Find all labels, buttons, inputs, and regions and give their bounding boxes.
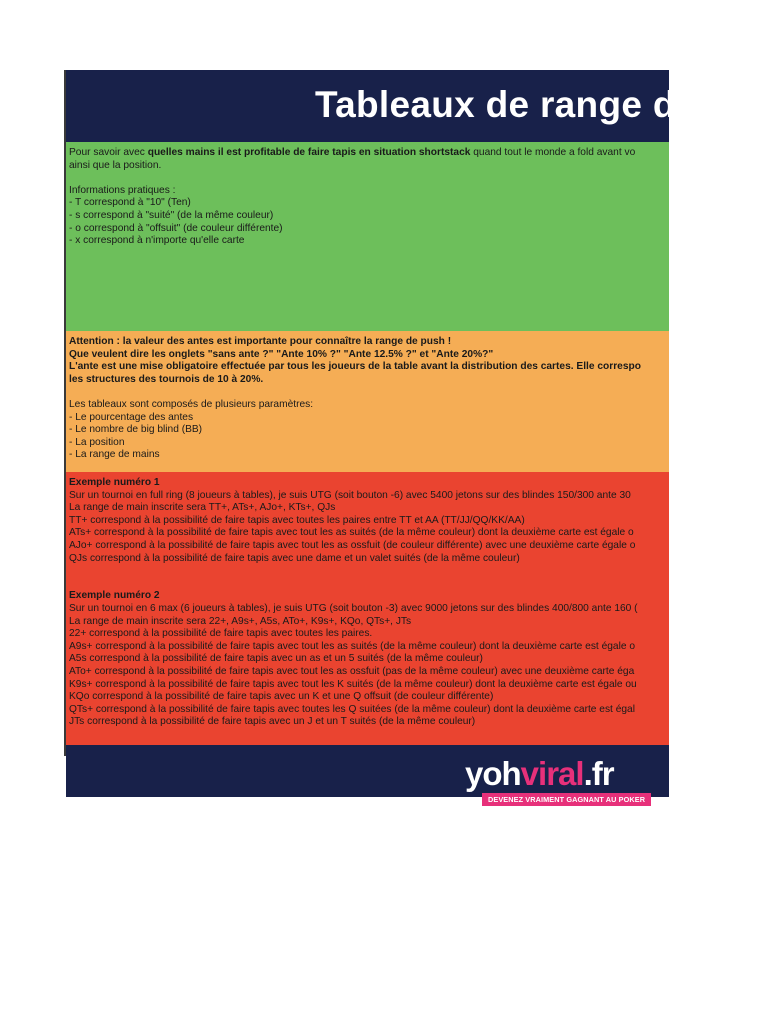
examples-section	[66, 472, 669, 745]
params-title: Les tableaux sont composés de plusieurs paramètres:	[69, 398, 314, 410]
intro-text-a: Pour savoir avec	[69, 147, 148, 158]
logo-part-2: viral	[520, 755, 584, 792]
footer-banner	[66, 745, 669, 804]
example-1-line: La range de main inscrite sera TT+, ATs+, AJo+, KTs+, QJs	[69, 502, 336, 514]
example-1-line: Sur un tournoi en full ring (8 joueurs à tables), je suis UTG (soit bouton -6) avec 5400 jetons sur des blindes 150/300 ante 30	[69, 489, 631, 501]
example-1-line: ATs+ correspond à la possibilité de faire tapis avec tout les as suités (de la même couleur) dont la deuxième carte est égale o	[69, 527, 634, 539]
info-item: - o correspond à "offsuit" (de couleur différente)	[69, 222, 283, 234]
intro-text-c: quand tout le monde a fold avant vo	[470, 147, 636, 158]
logo-part-3: .fr	[583, 755, 614, 792]
intro-text-b: quelles mains il est profitable de faire tapis en situation shortstack	[147, 147, 471, 158]
logo-tagline: DEVENEZ VRAIMENT GAGNANT AU POKER	[482, 793, 651, 806]
param-item: - Le nombre de big blind (BB)	[69, 424, 203, 436]
attention-section	[66, 331, 669, 472]
example-2-line: KQo correspond à la possibilité de faire tapis avec un K et une Q offsuit (de couleur différente)	[69, 691, 494, 703]
param-item: - La range de mains	[69, 449, 160, 461]
attention-line: Que veulent dire les onglets "sans ante ?" "Ante 10% ?" "Ante 12.5% ?" et "Ante 20%?"	[69, 348, 494, 360]
example-2-line: QTs+ correspond à la possibilité de faire tapis avec toutes les Q suitées (de la même couleur) dont la deuxième carte est égal	[69, 703, 635, 715]
logo-wordmark	[465, 755, 614, 793]
example-1-line: AJo+ correspond à la possibilité de faire tapis avec tout les as ossfuit (de couleur différente) avec une deuxième carte égale o	[69, 539, 636, 551]
logo-part-1: yoh	[465, 755, 521, 792]
attention-line: L'ante est une mise obligatoire effectuée par tous les joueurs de la table avant la distribution des cartes. Elle correspo	[69, 361, 641, 373]
example-1-line: TT+ correspond à la possibilité de faire tapis avec toutes les paires entre TT et AA (TT/JJ/QQ/KK/AA)	[69, 514, 525, 526]
example-2-line: K9s+ correspond à la possibilité de faire tapis avec tout les K suités (de la même couleur) dont la deuxième carte est égale ou	[69, 678, 637, 690]
example-2-line: ATo+ correspond à la possibilité de faire tapis avec tout les as ossfuit (pas de la même couleur) avec une deuxième carte éga	[69, 665, 635, 677]
info-item: - x correspond à n'importe qu'elle carte	[69, 235, 245, 247]
intro-line-1	[69, 147, 669, 160]
example-1-title: Exemple numéro 1	[69, 477, 160, 488]
example-2-line: JTs correspond à la possibilité de faire tapis avec un J et un T suités (de la même couleur)	[69, 716, 476, 728]
yohviral-logo	[465, 755, 646, 804]
example-2-line: A5s correspond à la possibilité de faire tapis avec un as et un 5 suités (de la même couleur)	[69, 653, 483, 665]
param-item: - La position	[69, 436, 125, 448]
intro-section	[66, 142, 669, 331]
page-title: Tableaux de range de	[315, 84, 697, 125]
attention-line: les structures des tournois de 10 à 20%.	[69, 373, 264, 385]
info-title: Informations pratiques :	[69, 184, 176, 196]
document-page	[64, 70, 697, 804]
example-2-line: Sur un tournoi en 6 max (6 joueurs à tables), je suis UTG (soit bouton -3) avec 9000 jetons sur des blindes 400/800 ante 160 (	[69, 602, 638, 614]
example-2-title: Exemple numéro 2	[69, 590, 160, 602]
example-2-line: A9s+ correspond à la possibilité de faire tapis avec tout les as suités (de la même couleur) dont la deuxième carte est égale o	[69, 640, 635, 652]
attention-line: Attention : la valeur des antes est importante pour connaître la range de push !	[69, 336, 452, 347]
info-item: - T correspond à "10" (Ten)	[69, 197, 191, 209]
example-2-line: 22+ correspond à la possibilité de faire tapis avec toutes les paires.	[69, 628, 373, 640]
example-1-line: QJs correspond à la possibilité de faire tapis avec une dame et un valet suités (de la même couleur)	[69, 552, 520, 564]
intro-line-2: ainsi que la position.	[69, 159, 162, 171]
info-item: - s correspond à "suité" (de la même couleur)	[69, 209, 274, 221]
param-item: - Le pourcentage des antes	[69, 411, 194, 423]
header-banner	[66, 70, 697, 142]
example-2-line: La range de main inscrite sera 22+, A9s+, A5s, ATo+, K9s+, KQo, QTs+, JTs	[69, 615, 412, 627]
